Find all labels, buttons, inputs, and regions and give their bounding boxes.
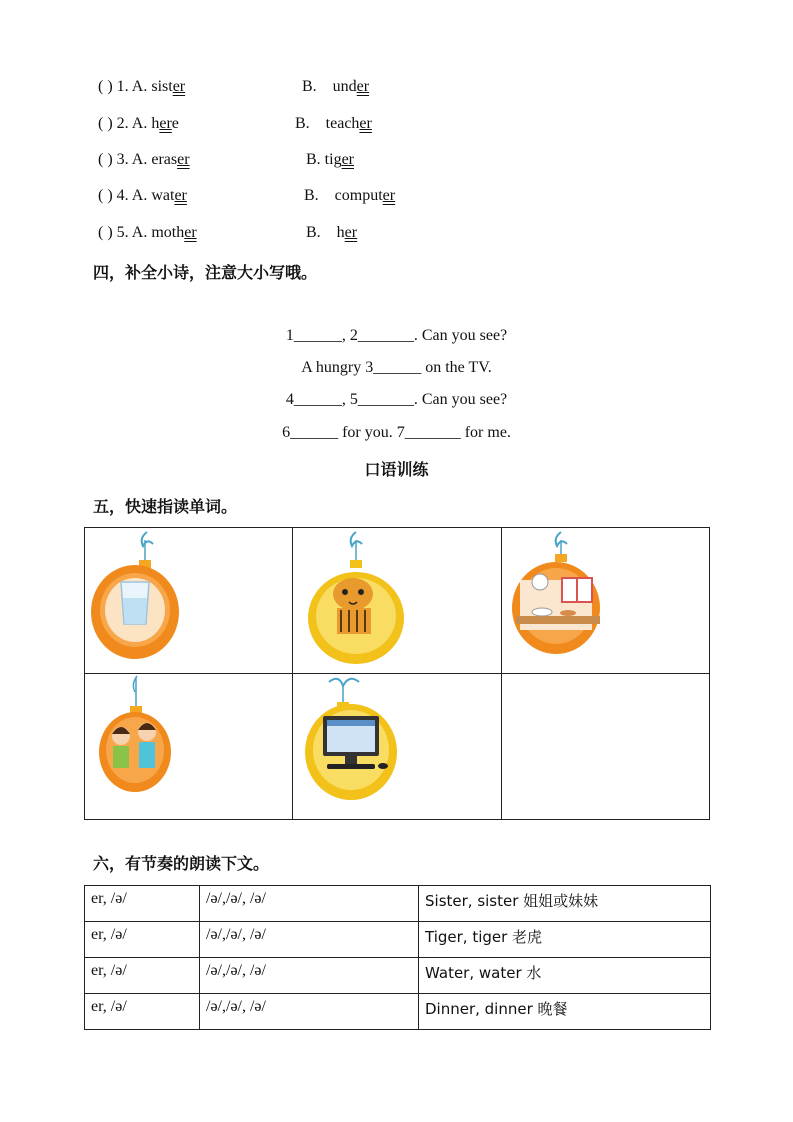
option-b-label: B. xyxy=(306,151,321,168)
option-a-label: A. xyxy=(131,224,148,241)
picture-cell-water[interactable] xyxy=(85,528,293,674)
answer-paren[interactable]: ( ) xyxy=(98,224,113,241)
option-b-label: B. xyxy=(304,187,319,204)
sisters-icon xyxy=(99,674,219,814)
section-5-title: 五，快速指读单词。 xyxy=(93,497,238,516)
option-a-word: here xyxy=(151,115,179,132)
phonics-table xyxy=(84,885,711,1030)
question-4 xyxy=(98,187,187,205)
question-number: 1. xyxy=(116,78,129,95)
oral-training-title: 口语训练 xyxy=(364,460,429,479)
answer-paren[interactable]: ( ) xyxy=(98,151,113,168)
option-b-word: tiger xyxy=(324,151,354,168)
option-a-label: A. xyxy=(131,151,148,168)
word-cell: Tiger, tiger 老虎 xyxy=(419,922,711,958)
option-b-label: B. xyxy=(306,224,321,241)
question-number: 2. xyxy=(116,115,129,132)
question-1 xyxy=(98,78,185,96)
question-number: 3. xyxy=(116,151,129,168)
phonics-cell: er, /ə/ xyxy=(85,994,200,1030)
table-row xyxy=(85,886,711,922)
section-4-title: 四，补全小诗，注意大小写哦。 xyxy=(93,263,318,282)
picture-cell-empty xyxy=(501,674,709,820)
picture-cell-sisters[interactable] xyxy=(85,674,293,820)
question-number: 5. xyxy=(116,224,129,241)
option-b-label: B. xyxy=(302,78,317,95)
option-a-word: mother xyxy=(151,224,197,241)
dinner-icon xyxy=(506,530,626,670)
table-row xyxy=(85,958,711,994)
poem-line-3: 4______, 5_______. Can you see? xyxy=(285,391,508,408)
table-row xyxy=(85,922,711,958)
option-b xyxy=(302,78,369,96)
tiger-icon xyxy=(301,530,421,670)
picture-cell-tiger[interactable] xyxy=(293,528,501,674)
computer-icon xyxy=(303,674,423,814)
picture-cell-computer[interactable] xyxy=(293,674,501,820)
option-b xyxy=(304,187,395,205)
word-cell: Sister, sister 姐姐或妹妹 xyxy=(419,886,711,922)
section-6-title: 六，有节奏的朗读下文。 xyxy=(93,854,270,873)
question-3 xyxy=(98,151,190,169)
option-b xyxy=(306,224,357,242)
option-b xyxy=(295,115,372,133)
option-b-word: under xyxy=(332,78,370,95)
phonics-cell: er, /ə/ xyxy=(85,922,200,958)
phonics-cell: er, /ə/ xyxy=(85,958,200,994)
word-cell: Water, water 水 xyxy=(419,958,711,994)
question-2 xyxy=(98,115,179,133)
answer-paren[interactable]: ( ) xyxy=(98,187,113,204)
answer-paren[interactable]: ( ) xyxy=(98,115,113,132)
word-cell: Dinner, dinner 晚餐 xyxy=(419,994,711,1030)
option-a-label: A. xyxy=(131,78,148,95)
option-a-word: sister xyxy=(151,78,186,95)
question-number: 4. xyxy=(116,187,129,204)
answer-paren[interactable]: ( ) xyxy=(98,78,113,95)
option-b-word: teacher xyxy=(325,115,372,132)
option-b xyxy=(306,151,354,169)
phonics-cell: /ə/,/ə/, /ə/ xyxy=(200,886,419,922)
phonics-cell: /ə/,/ə/, /ə/ xyxy=(200,994,419,1030)
phonics-cell: er, /ə/ xyxy=(85,886,200,922)
picture-cell-dinner[interactable] xyxy=(501,528,709,674)
option-a-word: water xyxy=(151,187,187,204)
poem-line-2: A hungry 3______ on the TV. xyxy=(301,359,492,376)
option-a-word: eraser xyxy=(151,151,190,168)
picture-grid xyxy=(84,527,710,820)
option-b-label: B. xyxy=(295,115,310,132)
phonics-cell: /ə/,/ə/, /ə/ xyxy=(200,922,419,958)
phonics-cell: /ə/,/ə/, /ə/ xyxy=(200,958,419,994)
option-a-label: A. xyxy=(131,115,148,132)
option-a-label: A. xyxy=(131,187,148,204)
option-b-word: computer xyxy=(334,187,396,204)
poem-line-1: 1______, 2_______. Can you see? xyxy=(285,327,508,344)
option-b-word: her xyxy=(336,224,358,241)
question-5 xyxy=(98,224,197,242)
table-row xyxy=(85,994,711,1030)
poem-line-4: 6______ for you. 7_______ for me. xyxy=(282,424,511,441)
water-glass-icon xyxy=(87,530,207,670)
